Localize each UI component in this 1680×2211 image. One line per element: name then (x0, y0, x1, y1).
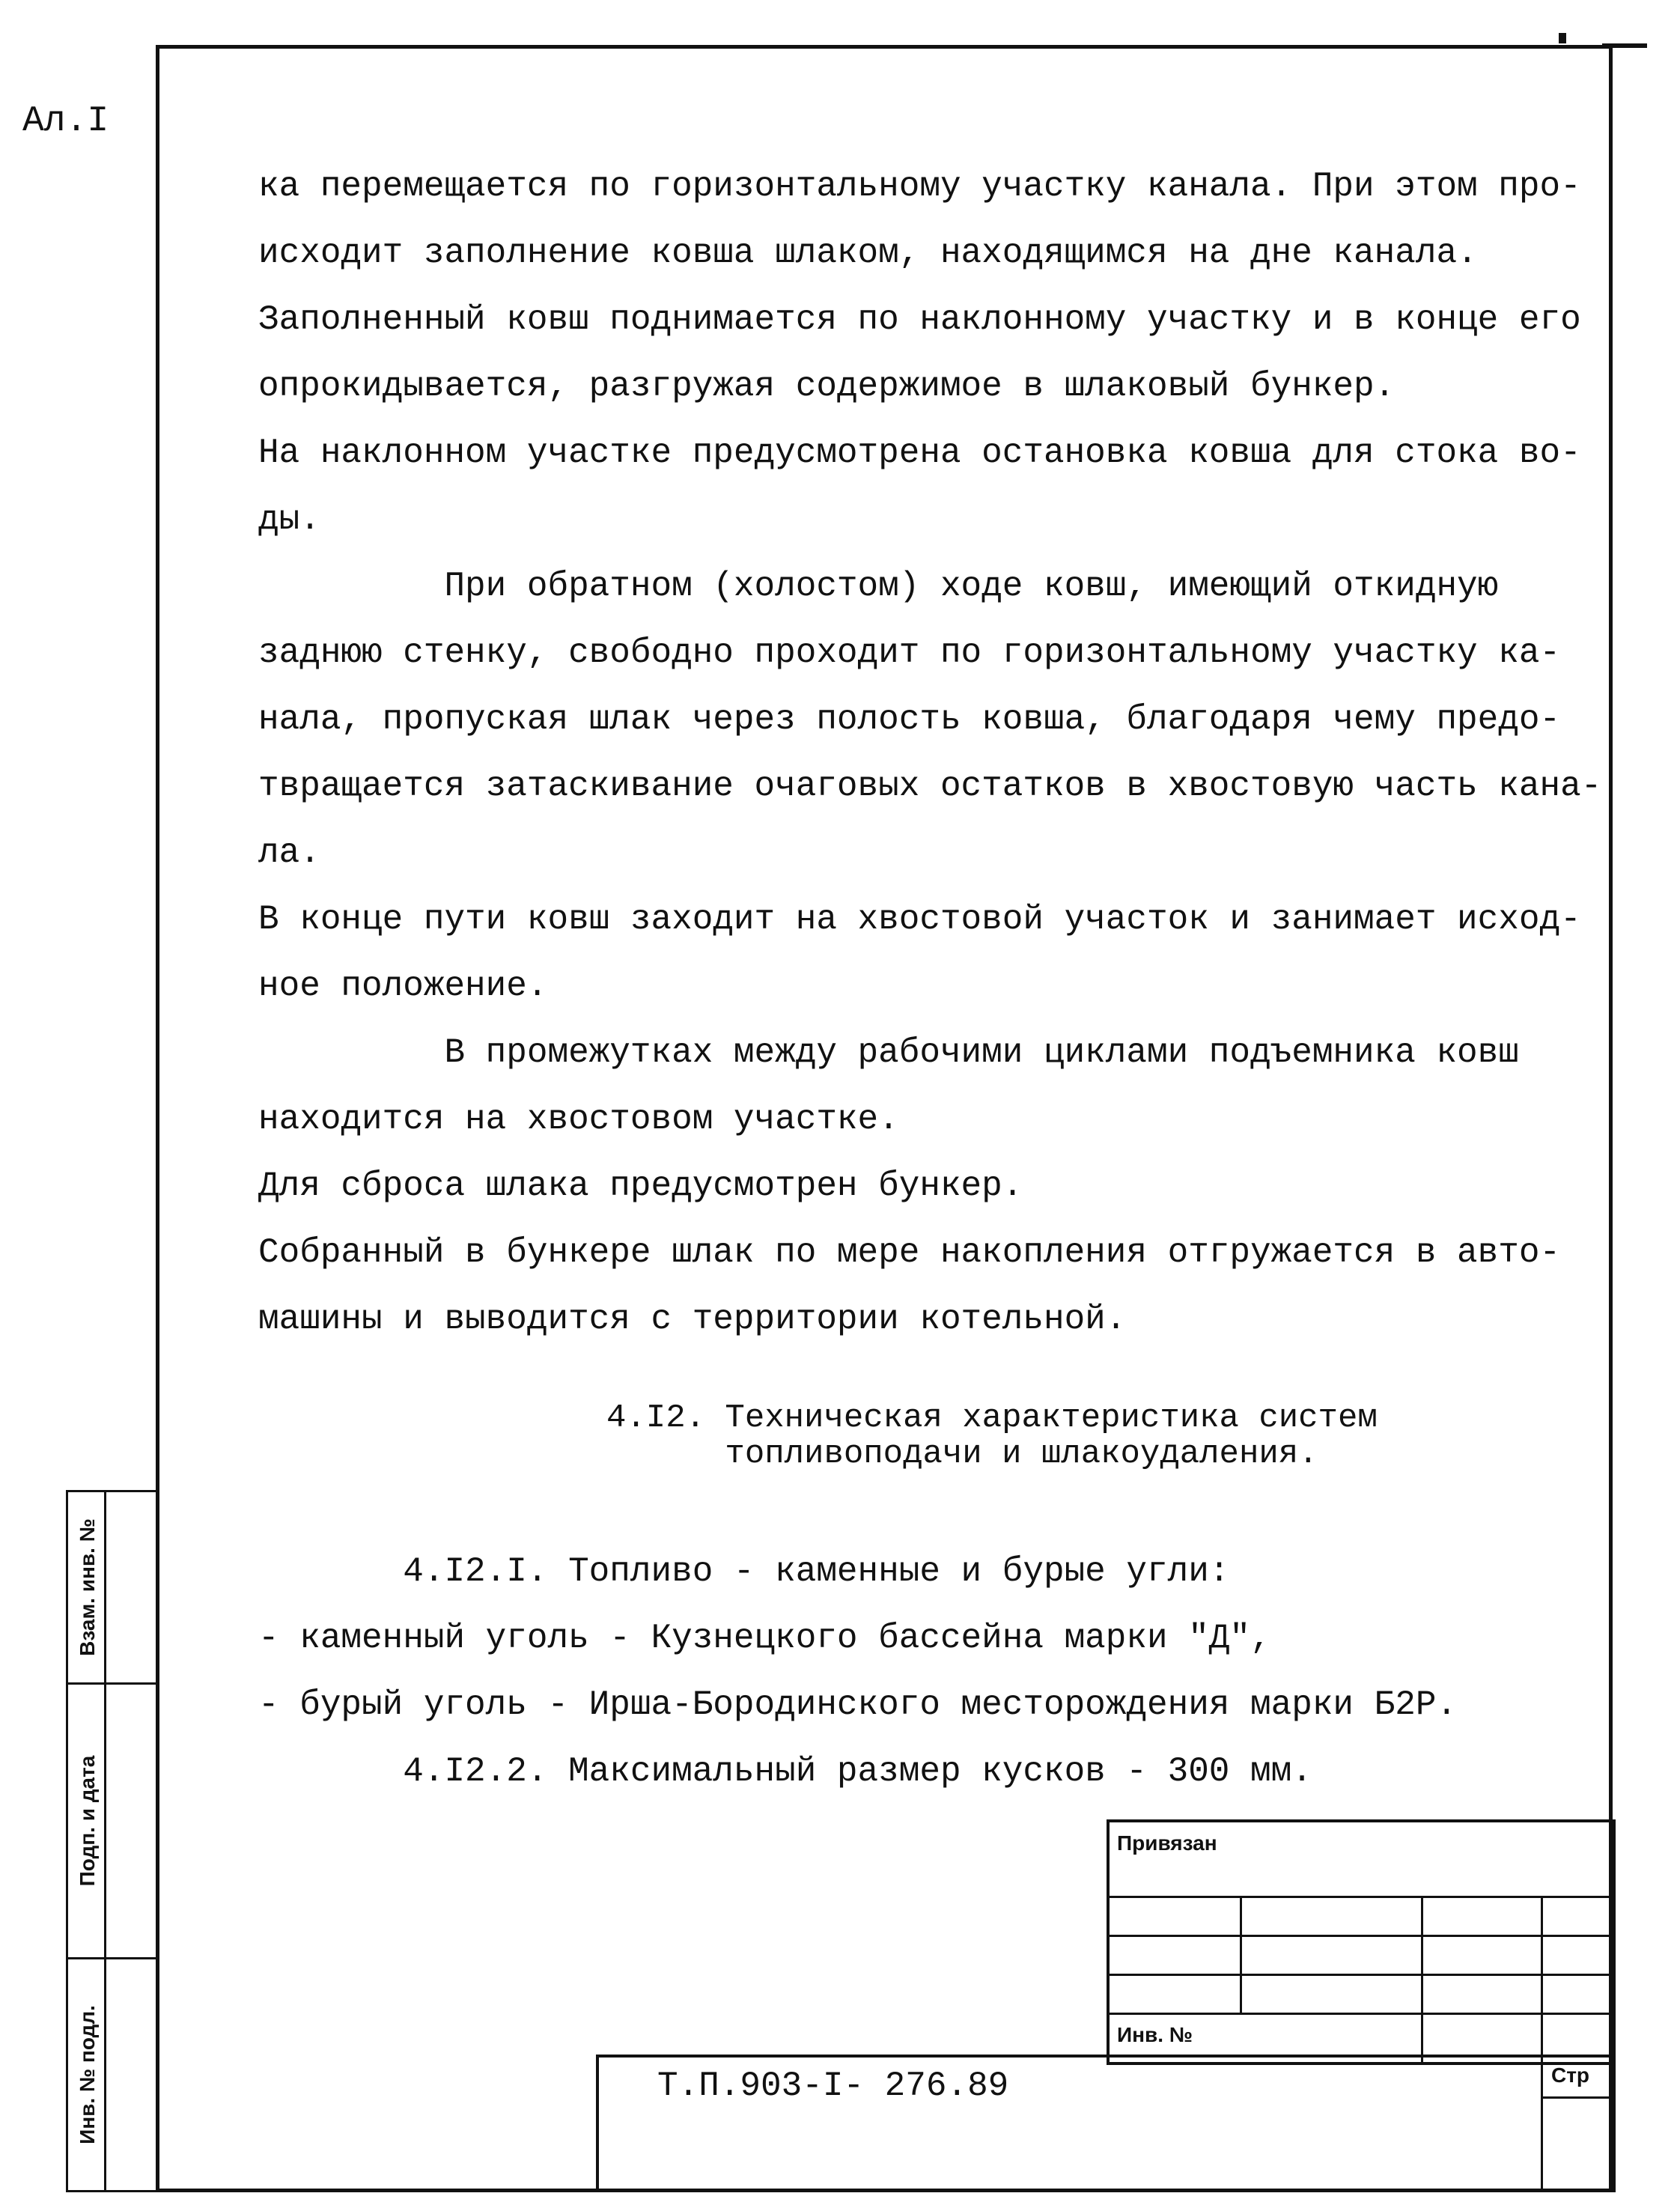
privyazan-label: Привязан (1117, 1831, 1217, 1855)
text-line: В конце пути ковш заходит на хвостовой участок и занимает исход- (258, 900, 1581, 939)
text-line: опрокидывается, разгружая содержимое в шлаковый бункер. (258, 367, 1396, 406)
tb-col-line (1421, 1896, 1423, 2065)
text-line: ка перемещается по горизонтальному участку канала. При этом про- (258, 167, 1581, 206)
section-heading-line1: 4.I2. Техническая характеристика систем (606, 1399, 1378, 1437)
section-heading (606, 1400, 1378, 1472)
tb-row-line (1541, 2096, 1616, 2099)
spec-line: 4.I2.2. Максимальный размер кусков - 300 мм. (258, 1752, 1312, 1791)
text-line: В промежутках между рабочими циклами подъемника ковш (258, 1033, 1519, 1072)
stamp-cell-podp (66, 1682, 158, 1959)
section-heading-line2: топливоподачи и шлакоудаления. (606, 1435, 1318, 1473)
body-text (258, 153, 1602, 1353)
tb-col-line (1541, 1896, 1543, 2065)
corner-mark (1559, 33, 1566, 43)
text-line: Собранный в бункере шлак по мере накопления отгружается в авто- (258, 1233, 1561, 1272)
document-designation: Т.П.903-I- 276.89 (657, 2066, 1009, 2105)
text-line: Заполненный ковш поднимается по наклонному участку и в конце его (258, 300, 1581, 339)
text-line: заднюю стенку, свободно проходит по горизонтальному участку ка- (258, 633, 1561, 672)
text-line: машины и выводится с территории котельной. (258, 1300, 1127, 1339)
tb-row-line (1107, 1935, 1616, 1937)
text-line: При обратном (холостом) ходе ковш, имеющий откидную (258, 567, 1499, 606)
specs-list (258, 1539, 1457, 1805)
tb-col-line (1541, 2055, 1543, 2192)
text-line: находится на хвостовом участке. (258, 1100, 899, 1139)
text-line: ное положение. (258, 967, 548, 1006)
inv-no-label: Инв. № (1117, 2023, 1193, 2046)
text-line: нала, пропуская шлак через полость ковша, благодаря чему предо- (258, 700, 1561, 739)
spec-line: - бурый уголь - Ирша-Бородинского месторождения марки Б2Р. (258, 1685, 1458, 1724)
stamp-cell-inv (66, 1957, 158, 2192)
text-line: твращается затаскивание очаговых остатков в хвостовую часть кана- (258, 767, 1602, 806)
spec-line: 4.I2.I. Топливо - каменные и бурые угли: (258, 1552, 1230, 1591)
spec-line: - каменный уголь - Кузнецкого бассейна марки "Д", (258, 1619, 1271, 1658)
text-line: исходит заполнение ковша шлаком, находящимся на дне канала. (258, 234, 1478, 273)
stamp-label-vzam: Взам. инв. № (76, 1518, 99, 1656)
text-line: ды. (258, 500, 320, 539)
stamp-label-podp: Подп. и дата (76, 1755, 99, 1887)
tb-col-line (1240, 1896, 1242, 2013)
stamp-cell-vzam (66, 1490, 158, 1685)
text-line: ла. (258, 833, 320, 872)
tb-row-line (1107, 2013, 1616, 2015)
sheet-number-label: Стр (1551, 2064, 1590, 2087)
stamp-label-inv: Инв. № подл. (76, 2005, 99, 2144)
sheet-label: Ал.I (22, 101, 109, 142)
tb-row-line (1107, 1896, 1616, 1898)
left-stamp (66, 1490, 159, 2192)
text-line: На наклонном участке предусмотрена остановка ковша для стока во- (258, 434, 1581, 472)
text-line: Для сброса шлака предусмотрен бункер. (258, 1167, 1023, 1205)
tb-row-line (1107, 1974, 1616, 1976)
